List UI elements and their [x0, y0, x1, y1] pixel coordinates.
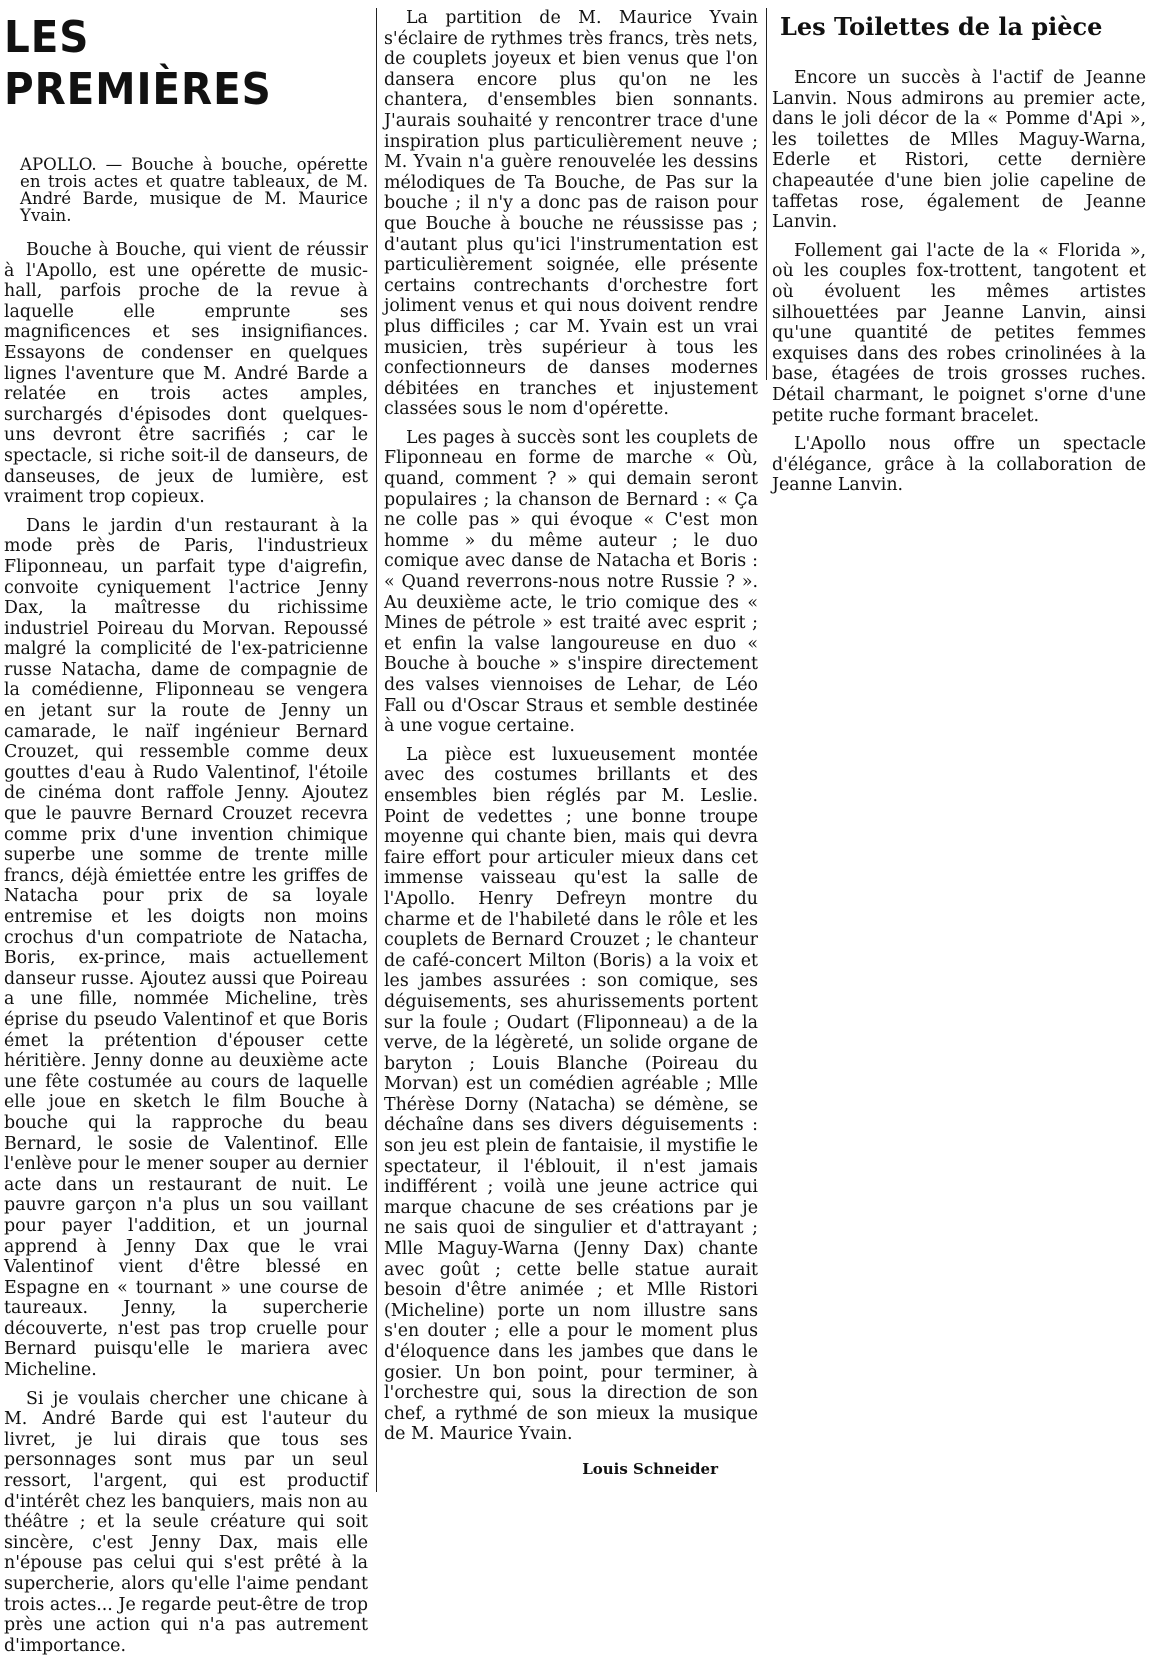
paragraph: La pièce est luxueusement montée avec des costumes brillants et des ensembles bien réglés par M. Leslie. Point de vedettes ; une bonne troupe moyenne qui chante bien, mais qui devra faire effort pour articuler mieux dans cet immense vaisseau qu'est la salle de l'Apollo. Henry Defreyn montre du charme et de l'habileté dans le rôle et les couplets de Bernard Crouzet ; le chanteur de café-concert Milton (Boris) a la voix et les jambes assurées : son comique, ses déguisements, ses ahurissements portent sur la foule ; Oudart (Fliponneau) a de la verve, de la légèreté, un solide organe de baryton ; Louis Blanche (Poireau du Morvan) est un comédien agréable ; Mlle Thérèse Dorny (Natacha) se démène, se déchaîne dans ses divers déguisements : son jeu est plein de fantaisie, il mystifie le spectateur, il l'éblouit, il n'est jamais indifférent ; voilà une jeune actrice qui marque chacune de ses créations par je ne sais quoi de singulier et d'attrayant ; Mlle Maguy-Warna (Jenny Dax) chante avec goût ; cette belle statue aurait besoin d'être animée ; et Mlle Ristori (Micheline) porte un nom illustre sans s'en douter ; elle a pour le moment plus d'éloquence dans les jambes que dans le gosier. Un bon point, pour terminer, à l'orchestre qui, sous la direction de son chef, a rythmé de son mieux la musique de M. Maurice Yvain.	[384, 744, 758, 1445]
paragraph: Encore un succès à l'actif de Jeanne Lanvin. Nous admirons au premier acte, dans le joli décor de la « Pomme d'Api », les toilettes de Mlles Maguy-Warna, Ederle et Ristori, cette dernière chapeautée d'une bien jolie capeline de taffetas rose, également de Jeanne Lanvin.	[772, 68, 1146, 233]
column-rule	[766, 8, 767, 380]
article-column-1	[4, 12, 368, 1664]
paragraph: La partition de M. Maurice Yvain s'éclaire de rythmes très francs, très nets, de couplets joyeux et bien venus que l'on dansera encore plus qu'on ne les chantera, d'ensembles bien sonnants. J'aurais souhaité y rencontrer trace d'une inspiration plus particulièrement neuve ; M. Yvain n'a guère renouvelée les dessins mélodiques de Ta Bouche, de Pas sur la bouche ; il n'y a donc pas de raison pour que Bouche à bouche ne réussisse pas ; d'autant plus qu'ici l'instrumentation est particulièrement soignée, elle présente certains contrechants d'orchestre fort joliment venus et qui nous doivent rendre plus difficiles ; car M. Yvain est un vrai musicien, très supérieur à tous les confectionneurs de danses modernes débitées en tranches et injustement classées sous le nom d'opérette.	[384, 8, 758, 420]
column-rule	[376, 8, 377, 1492]
paragraph: Follement gai l'acte de la « Florida », où les couples fox-trottent, tangotent et où évoluent les mêmes artistes silhouettées par Jeanne Lanvin, ainsi qu'une quantité de petites femmes exquises dans des robes crinolinées à la base, étagées de trois grosses ruches. Détail charmant, le poignet s'orne d'une petite ruche formant bracelet.	[772, 240, 1146, 426]
paragraph: Les pages à succès sont les couplets de Fliponneau en forme de marche « Où, quand, comment ? » qui demain seront populaires ; la chanson de Bernard : « Ça ne colle pas » qui évoque « C'est mon homme » du même auteur ; le duo comique avec danse de Natacha et Boris : « Quand reverrons-nous notre Russie ? ». Au deuxième acte, le trio comique des « Mines de pétrole » est traité avec esprit ; et enfin la valse langoureuse en duo « Bouche à bouche » s'inspire directement des valses viennoises de Lehar, de Léo Fall ou d'Oscar Straus et semble destinée à une vogue certaine.	[384, 427, 758, 737]
section-title: Les Toilettes de la pièce	[780, 12, 1103, 41]
article-column-3	[772, 12, 1146, 504]
paragraph: Bouche à Bouche, qui vient de réussir à l'Apollo, est une opérette de music-hall, parfois proche de la revue à laquelle elle emprunte ses magnificences et ses insignifiances. Essayons de condenser en quelques lignes l'aventure que M. André Barde a relatée en trois actes amples, surchargés d'épisodes dont quelques-uns devront être sacrifiés ; car le spectacle, si riche soit-il de danseurs, de danseuses, de jeux de lumière, est vraiment trop copieux.	[4, 240, 368, 508]
paragraph: Si je voulais chercher une chicane à M. André Barde qui est l'auteur du livret, je lui dirais que tous ses personnages sont mus par un seul ressort, l'argent, qui est productif d'intérêt chez les banquiers, mais non au théâtre ; et la seule créature qui soit sincère, c'est Jenny Dax, mais elle n'épouse pas celui qui s'est prêté à la supercherie, alors qu'elle l'aime pendant trois actes... Je regarde peut-être de trop près une action qui n'a pas autrement d'importance.	[4, 1388, 368, 1656]
lead-text: — Bouche à bouche, opérette en trois actes et quatre tableaux, de M. André Barde, musique de M. Maurice Yvain.	[20, 155, 368, 225]
lead-paragraph	[20, 156, 368, 224]
paragraph: Dans le jardin d'un restaurant à la mode près de Paris, l'industrieux Fliponneau, un parfait type d'aigrefin, convoite cyniquement l'actrice Jenny Dax, la maîtresse du richissime industriel Poireau du Morvan. Repoussé malgré la complicité de l'ex-patricienne russe Natacha, dame de compagnie de la comédienne, Fliponneau se vengera en jetant sur la route de Jenny un camarade, le naïf ingénieur Bernard Crouzet, qui ressemble comme deux gouttes d'eau à Rudo Valentinof, l'étoile de cinéma dont raffole Jenny. Ajoutez que le pauvre Bernard Crouzet recevra comme prix d'une invention chimique superbe une somme de trente mille francs, déjà émiettée entre les griffes de Natacha pour prix de sa loyale entremise et les doigts non moins crochus d'un compatriote de Natacha, Boris, ex-prince, mais actuellement danseur russe. Ajoutez aussi que Poireau a une fille, nommée Micheline, très éprise du pseudo Valentinof et que Boris émet la prétention d'épouser cette héritière. Jenny donne au deuxième acte une fête costumée au cours de laquelle elle joue en sketch le film Bouche à bouche qui la rapproche du beau Bernard, le sosie de Valentinof. Elle l'enlève pour le mener souper au dernier acte dans un restaurant de nuit. Le pauvre garçon n'a plus un sou vaillant pour payer l'addition, et un journal apprend à Jenny Dax que le vrai Valentinof vient d'être blessé en Espagne en « tournant » une course de taureaux. Jenny, la supercherie découverte, n'est pas trop cruelle pour Bernard puisqu'elle le mariera avec Micheline.	[4, 515, 368, 1381]
paragraph: L'Apollo nous offre un spectacle d'élégance, grâce à la collaboration de Jeanne Lanvin.	[772, 434, 1146, 496]
page-title: LES PREMIÈRES	[4, 12, 272, 115]
author-signature: Louis Schneider	[582, 1459, 718, 1478]
article-column-2	[384, 8, 758, 1488]
lead-label: APOLLO.	[20, 155, 97, 174]
